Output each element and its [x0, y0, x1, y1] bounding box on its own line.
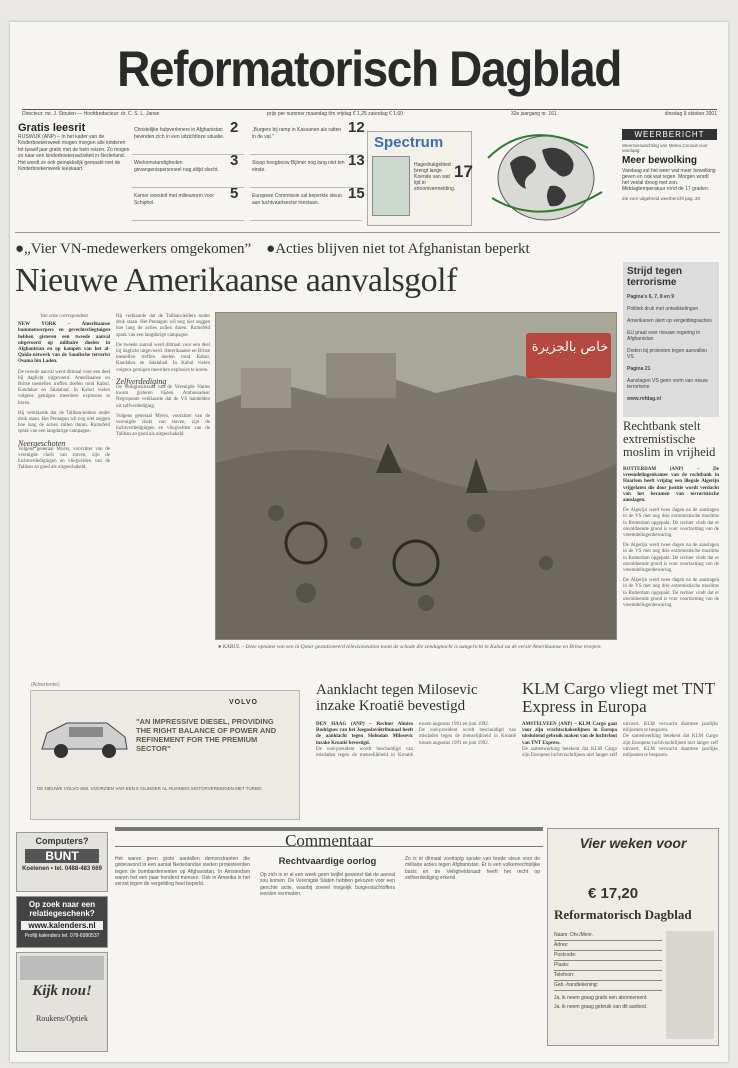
secondary-headlines: [15, 241, 620, 258]
index-item[interactable]: Kamer worstelt met milieunorm voor Schiphol. 5: [132, 191, 244, 221]
weather-title: Meer bewolking: [622, 155, 698, 166]
milosevic-headline[interactable]: Aanklacht tegen Milosevic inzake Kroatië bevestigd: [316, 682, 478, 714]
milosevic-article: DEN HAAG (ANP) – Rechter Almiro Rodrigues van het Joegoslaviëtribunaal heeft de aanklacht tegen Slobodan Milosevic inzake Kroatië bevestigd. De oud-president wordt beschuldigd van misdaden tegen de menselijkheid in Kroatië tussen augustus 1991 en juni 1992. De oud-president wordt beschuldigd van misdaden tegen de menselijkheid in Kroatië tussen augustus 1991 en juni 1992.: [316, 722, 516, 759]
ad-computers[interactable]: Computers? BUNT Koelenen • tel. 0488-483 669: [16, 832, 108, 892]
headline-acties[interactable]: ●Acties blijven niet tot Afghanistan beperkt: [266, 241, 530, 257]
article-column-2: Hij verklaarde dat de Taliban-leiders onder druk staan. Het Pentagon wil nog niet zeggen hoe lang de acties zullen duren. Rumsfeld sprak van een langdurige campagne. De tweede aanval werd ditmaal voor een deel bij daglicht uitgevoerd. Amerikaanse en Britse toestellen troffen doelen rond Kabul, Kandahar en Jalalabad. In Kabul vielen volgens getuigen meerdere explosies te horen. Zelfverdediging De Veiligheidsraad van de Verenigde Naties kwam gisteren bijeen. Ambassadeur Negroponte verklaarde dat de VS handelden uit zelfverdediging. Volgens generaal Myers, voorzitter van de verenigde chefs van staven, zijn de luchtverdedigingen en vliegvelden van de Taliban zo goed als uitgeschakeld.: [116, 314, 210, 438]
article-lead: NEW YORK – Amerikaanse bommenwerpers en gevechtsvliegtuigen hebben gisteren een tweede aanval uitgevoerd op militaire doelen in Afghanistan en op kampen van het al-Qaida-netwerk van de Saudische terrorist Osama bin Laden.: [18, 322, 110, 365]
subscription-coupon[interactable]: [547, 828, 719, 1046]
subbar-date: dinsdag 9 oktober 2001: [664, 111, 717, 117]
spectrum-logo: Spectrum: [374, 134, 444, 151]
index-item[interactable]: „Burgers bij ramp in Kassanen als ratten in de val.” 12: [250, 125, 362, 155]
aljazeera-logo: خاص بالجزيرة: [531, 340, 609, 355]
coupon-option-2[interactable]: Ja, ik neem graag gebruik van dit aanbod.: [554, 1004, 648, 1010]
weather-more: Zie voor uitgebreid weerbericht pag. 20: [622, 196, 701, 201]
subbar-price: prijs per nummer maandag t/m vrijdag € 1,25 zaterdag € 1,60: [267, 111, 403, 117]
divider: [15, 232, 720, 233]
article-column-1: Van onze correspondent NEW YORK – Amerikaanse bommenwerpers en gevechtsvliegtuigen hebben gisteren een tweede aanval uitgevoerd op militaire doelen in Afghanistan en op kampen van het al-Qaida-netwerk van de Saudische terrorist Osama bin Laden. De tweede aanval werd ditmaal voor een deel bij daglicht uitgevoerd. Amerikaanse en Britse toestellen troffen doelen rond Kabul, Kandahar en Jalalabad. In Kabul vielen volgens getuigen meerdere explosies te horen. Hij verklaarde dat de Taliban-leiders onder druk staan. Het Pentagon wil nog niet zeggen hoe lang de acties zullen duren. Rumsfeld sprak van een langdurige campagne. Neergeschoten Volgens generaal Myers, voorzitter van de verenigde chefs van staven, zijn de luchtverdedigingen en vliegvelden van de Taliban zo goed als uitgeschakeld.: [18, 314, 110, 471]
promo-price: € 17,20: [588, 885, 639, 902]
eyes-image: [20, 956, 104, 980]
coupon-field-address[interactable]: Adres:: [554, 941, 662, 951]
klm-headline[interactable]: KLM Cargo vliegt met TNT Express in Europa: [522, 679, 715, 716]
volvo-advertisement[interactable]: [30, 682, 300, 820]
klm-article: AMSTELVEEN (ANP) – KLM Cargo gaat voor zijn vrachtschakenlijnen in Europa uitsluitend gebruik maken van de luchtvloot van TNT Express. De samenwerking betekent dat KLM Cargo zijn Europese luchtvrachtlijnen niet langer zelf uitvoert. KLM verwacht daarmee jaarlijks miljoenen te besparen. De samenwerking betekent dat KLM Cargo zijn Europese luchtvrachtlijnen niet langer zelf uitvoert. KLM verwacht daarmee jaarlijks miljoenen te besparen.: [522, 722, 718, 759]
ad-brand: VOLVO: [229, 699, 258, 706]
coupon-form: [554, 931, 662, 1012]
rechtbank-article: ROTTERDAM (ANP) – De vreemdelingenkamer van de rechtbank in Haarlem heeft vrijdag een illegale Algerijn vrijgelaten die door justitie wordt verdacht van het beramen van terroristische aanslagen. De Algerijn werd twee dagen na de aanslagen in de VS met nog drie extremistische moslims in Rotterdam opgepakt. De rechter vindt dat er onvoldoende grond is voor voortzetting van de vreemdelingenbewaring. De Algerijn werd twee dagen na de aanslagen in de VS met nog drie extremistische moslims in Rotterdam opgepakt. De rechter vindt dat er onvoldoende grond is voor voortzetting van de vreemdelingenbewaring. De Algerijn werd twee dagen na de aanslagen in de VS met nog drie extremistische moslims in Rotterdam opgepakt. De rechter vindt dat er onvoldoende grond is voor voortzetting van de vreemdelingenbewaring.: [623, 467, 719, 609]
promo-brand: Reformatorisch Dagblad: [554, 907, 692, 922]
index-column-right: [250, 119, 365, 225]
teaser-title: Gratis leesrit: [18, 122, 86, 134]
index-item[interactable]: Christelijke hulpverleners in Afghanistan bevinden zich in een uitzichtloze situatie. 2: [132, 125, 244, 155]
index-item[interactable]: Europese Commissie zal beperkte steun aan luchtvaartsector toestaan. 15: [250, 191, 362, 221]
teaser-body: RIJSWIJK (ANP) – In het kader van de Kinderboekenweek mogen morgen alle kinderen tot twaalf jaar gratis met de trein reizen. Zo mogen ze naar een kinderboekenactiviteit in Nederland. Het wordt ze ook gemakkelijk gemaakt met de Kinderboekenweek leeskaart.: [18, 133, 130, 172]
ad-kalenders[interactable]: Op zoek naar een relatiegeschenk? www.kalenders.nl Profijt kalenders tel. 078-6990537: [16, 896, 108, 948]
masthead-subbar: [22, 109, 717, 119]
newspaper-page: Reformatorisch Dagblad Directeur: mr. J. Stouten — Hoofdredacteur: dr. C. S. L. Janse prijs per nummer maandag t/m vrijdag € 1,25 zaterdag € 1,60 32e jaargang nr. 161 dinsdag 9 oktober 2001 Gratis leesrit RIJSWIJK (ANP) – In het kader van de Kinderboekenweek mogen morgen alle kinderen tot twaalf jaar gratis met de trein reizen. Zo mogen ze naar een kinderboekenactiviteit in Nederland. Het wordt ze ook gemakkelijk gemaakt met de Kinderboekenweek leeskaart. Christelijke hulpverleners in Afghanistan bevinden zich in een uitzichtloze situatie. 2 Werkomstandigheden gevangenispersoneel nog altijd slecht. 3 Kamer worstelt met milieunorm voor Schiphol. 5 „Burgers bij ramp in Kassanen als ratten in de val.” 12 Stoop hoogbouw Bijlmer nog lang niet ten einde. 13 Europese Commissie zal beperkte steun aan luchtvaartsector toestaan. 15 Spectrum Hagedrukgebied brengt lange Koende van wat tijd in stroomvermelding. 17 WEERBERICHT Weersverwachting van Meteo Consult voor vandaag: Meer bewolking Vandaag zal het weer wat meer bewolking geven en ook wat regen. Morgen wordt het veelal droog met zon. Middagtemperatuur rond de 17 graden. Zie voor uitgebreid weerbericht pag. 20 ●„Vier VN-medewerkers omgekomen” ●Acties blijven niet tot Afghanistan beperkt Nieuwe Amerikaanse aanvalsgolf Van onze correspondent NEW YORK – Amerikaanse bommenwerpers en gevechtsvliegtuigen hebben gisteren een tweede aanval uitgevoerd op militaire doelen in Afghanistan en op kampen van het al-Qaida-netwerk van de Saudische terrorist Osama bin Laden. De tweede aanval werd ditmaal voor een deel bij daglicht uitgevoerd. Amerikaanse en Britse toestellen troffen doelen rond Kabul, Kandahar en Jalalabad. In Kabul vielen volgens getuigen meerdere explosies te horen. Hij verklaarde dat de Taliban-leiders onder druk staan. Het Pentagon wil nog niet zeggen hoe lang de acties zullen duren. Rumsfeld sprak van een langdurige campagne. Neergeschoten Volgens generaal Myers, voorzitter van de verenigde chefs van staven, zijn de luchtverdedigingen en vliegvelden van de Taliban zo goed als uitgeschakeld. Hij verklaarde dat de Taliban-leiders onder druk staan. Het Pentagon wil nog niet zeggen hoe lang de acties zullen duren. Rumsfeld sprak van een langdurige campagne. De tweede aanval werd ditmaal voor een deel bij daglicht uitgevoerd. Amerikaanse en Britse toestellen troffen doelen rond Kabul, Kandahar en Jalalabad. In Kabul vielen volgens getuigen meerdere explosies te horen. Zelfverdediging De Veiligheidsraad van de Verenigde Naties kwam gisteren bijeen. Ambassadeur Negroponte verklaarde dat de VS handelden uit zelfverdediging. Volgens generaal Myers, voorzitter van de verenigde chefs van staven, zijn de luchtverdedigingen en vliegvelden van de Taliban zo goed als uitgeschakeld. خاص بالجزيرة ● KABUL – Deze opname van een in Qatar gestationeerd televisiestation toont de schade die zondagnacht is aangericht in Kabul na de eerste Amerikaanse en Britse troepen. Strijd tegen terrorisme Pagina's 6, 7, 8 en 9 Politiek druk met ontwikkelingen Amerikanen alert op vergeldingsacties EU praat over nieuwe regering in Afghanistan Doden bij protesten tegen aanvallen VS Pagina 21 Aanslagen VS geen vorm van nieuw terrorisme www.refdag.nl Rechtbank stelt extremistische moslim in vrijheid ROTTERDAM (ANP) – De vreemdelingenkamer van de rechtbank in Haarlem heeft vrijdag een illegale Algerijn vrijgelaten die door justitie wordt verdacht van het beramen van terroristische aanslagen. De Algerijn werd twee dagen na de aanslagen in de VS met nog drie extremistische moslims in Rotterdam opgepakt. De rechter vindt dat er onvoldoende grond is voor voortzetting van de vreemdelingenbewaring. De Algerijn werd twee dagen na de aanslagen in de VS met nog drie extremistische moslims in Rotterdam opgepakt. De rechter vindt dat er onvoldoende grond is voor voortzetting van de vreemdelingenbewaring. De Algerijn werd twee dagen na de aanslagen in de VS met nog drie extremistische moslims in Rotterdam opgepakt. De rechter vindt dat er onvoldoende grond is voor voortzetting van de vreemdelingenbewaring. (Advertentie) VOLVO "AN IMPRESSIVE DIESEL, PROVIDING THE RIGHT BALANCE OF POWER AND REFINEMENT FOR THE PREMIUM SECTOR" DE NIEUWE VOLVO S60. VOORZIEN VAN EEN 5 CILINDER AL-RUNNING MOTORVERMOGEN MET TURBO. Aanklacht tegen Milosevic inzake Kroatië bevestigd DEN HAAG (ANP) – Rechter Almiro Rodrigues van het Joegoslaviëtribunaal heeft de aanklacht tegen Slobodan Milosevic inzake Kroatië bevestigd. De oud-president wordt beschuldigd van misdaden tegen de menselijkheid in Kroatië tussen augustus 1991 en juni 1992. De oud-president wordt beschuldigd van misdaden tegen de menselijkheid in Kroatië tussen augustus 1991 en juni 1992. KLM Cargo vliegt met TNT Express in Europa AMSTELVEEN (ANP) – KLM Cargo gaat voor zijn vrachtschakenlijnen in Europa uitsluitend gebruik maken van de luchtvloot van TNT Express. De samenwerking betekent dat KLM Cargo zijn Europese luchtvrachtlijnen niet langer zelf uitvoert. KLM verwacht daarmee jaarlijks miljoenen te besparen. De samenwerking betekent dat KLM Cargo zijn Europese luchtvrachtlijnen niet langer zelf uitvoert. KLM verwacht daarmee jaarlijks miljoenen te besparen. Computers? BUNT Koelenen • tel. 0488-483 669 Op zoek naar een relatiegeschenk? www.kalenders.nl Profijt kalenders tel. 078-6990537 Kijk nou! Roukens/Optiek Commentaar Het waren geen grote aantallen demonstranten die gisteravond in een aantal Nederlandse steden protesteerden tegen de bombardementen op Afghanistan. In Amsterdam waren het een paar honderd mensen. Ook in Amerika is het verzet tegen de vergelding heel beperkt. Rechtvaardige oorlog Op zich is er al een week geen twijfel geweest dat de aanval zou komen. De Verenigde Staten hebben gekozen voor een gerichte actie, waarbij zoveel mogelijk burgerslachtoffers worden vermeden. Zo is er ditmaal voorlopig sprake van brede steun voor de militaire acties tegen Afghanistan. Er is een volkenrechtelijke basis en de Veiligheidsraad heeft het recht op zelfverdediging erkend. Vier weken voor € 17,20 Reformatorisch Dagblad Naam: Dhr./Mevr. Adres: Postcode: Plaats: Telefoon: Geb.-handtekening: Ja, ik neem graag gratis een abonnement. Ja, ik neem graag gebruik van dit aanbod.: [10, 22, 728, 1062]
globe-illustration: [480, 128, 612, 228]
ad-fineprint: DE NIEUWE VOLVO S60. VOORZIEN VAN EEN 5 CILINDER AL-RUNNING MOTORVERMOGEN MET TURBO.: [37, 786, 263, 791]
promo-title: Vier weken voor: [579, 835, 687, 851]
coupon-option-1[interactable]: Ja, ik neem graag gratis een abonnement.: [554, 995, 648, 1001]
byline: Van onze correspondent: [40, 314, 88, 319]
coupon-field-city[interactable]: Plaats:: [554, 961, 662, 971]
ad-roukens-optiek[interactable]: Kijk nou! Roukens/Optiek: [16, 952, 108, 1052]
coupon-field-phone[interactable]: Telefoon:: [554, 971, 662, 981]
sidebar-title: Strijd tegen terrorisme: [627, 266, 683, 288]
rechtbank-headline[interactable]: Rechtbank stelt extremistische moslim in vrijheid: [623, 419, 716, 459]
weather-box[interactable]: [622, 129, 717, 227]
spectrum-page-number: 17: [454, 162, 473, 181]
coupon-info-panel: [666, 931, 714, 1039]
weather-intro: Weersverwachting van Meteo Consult voor vandaag:: [622, 143, 708, 153]
weather-body: Vandaag zal het weer wat meer bewolking geven en ook wat regen. Morgen wordt het veelal droog met zon. Middagtemperatuur rond de 17 graden.: [622, 168, 716, 192]
spectrum-map-thumbnail: [372, 156, 410, 216]
photo-caption: ● KABUL – Deze opname van een in Qatar gestationeerd televisiestation toont de schade die zondagnacht is aangericht in Kabul na de eerste Amerikaanse en Britse troepen.: [218, 644, 602, 650]
coupon-field-name[interactable]: Naam: Dhr./Mevr.: [554, 931, 662, 941]
subbar-issue: 32e jaargang nr. 161: [510, 111, 557, 117]
commentaar-banner: Commentaar: [115, 827, 543, 847]
ad-label: (Advertentie): [31, 682, 60, 688]
sidebar-terrorisme: Strijd tegen terrorisme Pagina's 6, 7, 8 en 9 Politiek druk met ontwikkelingen Amerikanen alert op vergeldingsacties EU praat over nieuwe regering in Afghanistan Doden bij protesten tegen aanvallen VS Pagina 21 Aanslagen VS geen vorm van nieuw terrorisme www.refdag.nl: [623, 262, 719, 417]
coupon-field-signature[interactable]: Geb.-handtekening:: [554, 981, 662, 991]
index-item[interactable]: Werkomstandigheden gevangenispersoneel nog altijd slecht. 3: [132, 158, 244, 188]
car-icon: [37, 711, 132, 766]
weather-label: WEERBERICHT: [622, 129, 717, 140]
kabul-photo[interactable]: [215, 312, 617, 640]
sidebar-url[interactable]: www.refdag.nl: [627, 396, 661, 402]
masthead-title: Reformatorisch Dagblad: [117, 41, 621, 97]
main-headline[interactable]: Nieuwe Amerikaanse aanvalsgolf: [15, 262, 457, 299]
teaser-gratis-leesrit[interactable]: [18, 122, 130, 225]
subheading-zelfverdediging: Zelfverdediging: [116, 376, 167, 386]
coupon-field-postcode[interactable]: Postcode:: [554, 951, 662, 961]
ad-slogan: "AN IMPRESSIVE DIESEL, PROVIDING THE RIGHT BALANCE OF POWER AND REFINEMENT FOR THE PREMIUM SECTOR": [136, 717, 277, 753]
commentaar-title[interactable]: Rechtvaardige oorlog: [278, 856, 377, 867]
left-advertisements: [10, 832, 108, 1056]
index-column-left: [132, 119, 244, 225]
headline-vn-medewerkers[interactable]: ●„Vier VN-medewerkers omgekomen”: [15, 241, 252, 257]
globe-icon: [480, 128, 612, 228]
subheading-neergeschoten: Neergeschoten: [18, 438, 66, 448]
rubble-photo-image: [216, 313, 617, 640]
index-item[interactable]: Stoop hoogbouw Bijlmer nog lang niet ten einde. 13: [250, 158, 362, 188]
subbar-editors: Directeur: mr. J. Stouten — Hoofdredacteur: dr. C. S. L. Janse: [22, 111, 160, 117]
spectrum-teaser[interactable]: [367, 131, 472, 226]
spectrum-text: Hagedrukgebied brengt lange Koende van wat tijd in stroomvermelding.: [414, 162, 456, 192]
